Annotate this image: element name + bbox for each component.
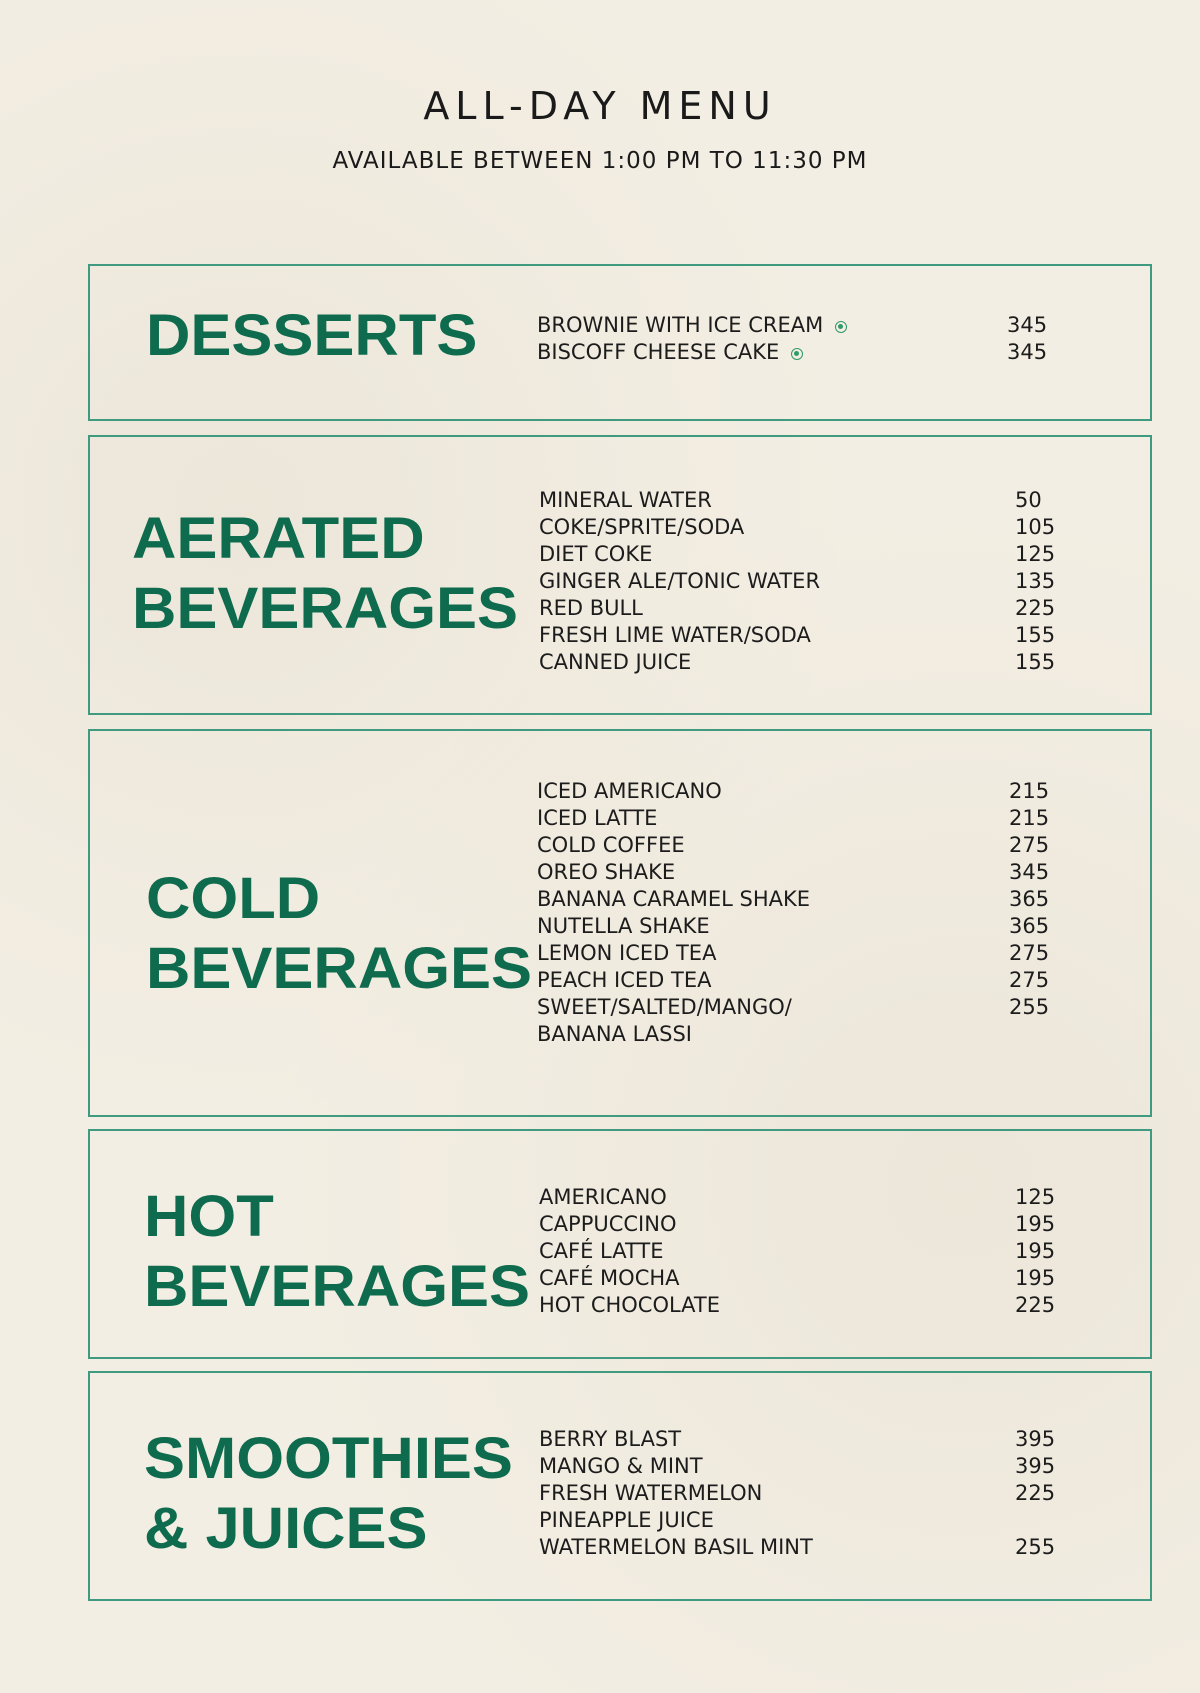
menu-item-price: 395 (1015, 1454, 1056, 1478)
menu-item-name: ICED LATTE (537, 806, 658, 830)
menu-item-name: OREO SHAKE (537, 860, 676, 884)
menu-item (539, 487, 1099, 514)
menu-item (537, 778, 1097, 805)
section-title-line: BEVERAGES (146, 936, 533, 1001)
menu-item (537, 886, 1097, 913)
menu-item-name: LEMON ICED TEA (537, 941, 717, 965)
menu-item-name: GINGER ALE/TONIC WATER (539, 569, 821, 593)
menu-item-price: 195 (1015, 1212, 1056, 1236)
menu-item (537, 1021, 1097, 1048)
section-title (146, 864, 532, 1004)
menu-item-price: 50 (1015, 488, 1042, 512)
menu-item-name: RED BULL (539, 596, 643, 620)
section-smoothies-juices (88, 1371, 1152, 1601)
menu-item (539, 1211, 1099, 1238)
menu-item-name: SWEET/SALTED/MANGO/ (537, 995, 792, 1019)
menu-title: ALL-DAY MENU (423, 84, 777, 128)
menu-item-name: AMERICANO (539, 1185, 667, 1209)
section-title-line: SMOOTHIES (144, 1426, 513, 1491)
menu-item-price: 395 (1015, 1427, 1056, 1451)
menu-item (539, 622, 1099, 649)
menu-item-price: 155 (1015, 650, 1056, 674)
veg-icon (835, 321, 847, 333)
menu-item (537, 312, 1097, 339)
menu-item-name: WATERMELON BASIL MINT (539, 1535, 813, 1559)
menu-availability-subtitle: AVAILABLE BETWEEN 1:00 PM TO 11:30 PM (332, 148, 868, 174)
menu-item (537, 940, 1097, 967)
section-title (132, 504, 518, 644)
menu-item-price: 125 (1015, 1185, 1056, 1209)
menu-item-price: 365 (1009, 887, 1050, 911)
section-title-line: BEVERAGES (132, 576, 519, 641)
menu-item-price: 275 (1009, 833, 1050, 857)
section-title (144, 1424, 513, 1564)
menu-item (539, 568, 1099, 595)
menu-item (537, 339, 1097, 366)
menu-item-name: COKE/SPRITE/SODA (539, 515, 745, 539)
menu-item-name: MANGO & MINT (539, 1454, 703, 1478)
menu-item (539, 649, 1099, 676)
menu-item (539, 1238, 1099, 1265)
menu-item-price: 155 (1015, 623, 1056, 647)
section-desserts (88, 264, 1152, 421)
menu-item-name: CANNED JUICE (539, 650, 692, 674)
menu-item-price: 125 (1015, 542, 1056, 566)
menu-item-price: 195 (1015, 1239, 1056, 1263)
menu-item (537, 967, 1097, 994)
menu-item (539, 1534, 1099, 1561)
menu-item-price: 255 (1015, 1535, 1056, 1559)
menu-item (537, 832, 1097, 859)
menu-item-list (537, 778, 1097, 1048)
menu-item-name: PEACH ICED TEA (537, 968, 712, 992)
menu-item-name: HOT CHOCOLATE (539, 1293, 721, 1317)
menu-item-price: 225 (1015, 1293, 1056, 1317)
menu-item-price: 105 (1015, 515, 1056, 539)
menu-item-price: 195 (1015, 1266, 1056, 1290)
menu-item-price: 275 (1009, 968, 1050, 992)
menu-item (539, 1453, 1099, 1480)
menu-item (539, 1265, 1099, 1292)
menu-item-price: 365 (1009, 914, 1050, 938)
section-title-line: & JUICES (144, 1496, 428, 1561)
menu-item (539, 1426, 1099, 1453)
section-title (144, 1182, 530, 1322)
menu-item-name: CAFÉ LATTE (539, 1239, 664, 1263)
menu-item (539, 514, 1099, 541)
menu-item-list (539, 1184, 1099, 1319)
menu-item-name: BROWNIE WITH ICE CREAM (537, 313, 824, 337)
section-title-line: AERATED (132, 506, 425, 571)
menu-item-price: 345 (1009, 860, 1050, 884)
menu-item (539, 1507, 1099, 1534)
veg-icon (791, 348, 803, 360)
menu-item-price: 225 (1015, 596, 1056, 620)
section-title-line: HOT (144, 1184, 274, 1249)
menu-item-price: 215 (1009, 806, 1050, 830)
menu-item (537, 994, 1097, 1021)
menu-item-price: 135 (1015, 569, 1056, 593)
menu-item (539, 1184, 1099, 1211)
section-title-line: DESSERTS (146, 303, 478, 368)
menu-item-name: BANANA CARAMEL SHAKE (537, 887, 811, 911)
menu-item (539, 595, 1099, 622)
menu-item (539, 1292, 1099, 1319)
menu-item-name: NUTELLA SHAKE (537, 914, 710, 938)
menu-item (539, 541, 1099, 568)
menu-item-name: DIET COKE (539, 542, 653, 566)
section-title-line: COLD (146, 866, 321, 931)
menu-item-name: BANANA LASSI (537, 1022, 692, 1046)
section-title-line: BEVERAGES (144, 1254, 531, 1319)
menu-item-list (537, 312, 1097, 366)
section-aerated-beverages (88, 435, 1152, 715)
menu-item-name: COLD COFFEE (537, 833, 685, 857)
section-hot-beverages (88, 1129, 1152, 1359)
menu-item (537, 913, 1097, 940)
menu-item-price: 225 (1015, 1481, 1056, 1505)
section-cold-beverages (88, 729, 1152, 1117)
menu-item-price: 255 (1009, 995, 1050, 1019)
menu-item (537, 805, 1097, 832)
menu-item-name: CAFÉ MOCHA (539, 1266, 680, 1290)
menu-item-name: ICED AMERICANO (537, 779, 722, 803)
menu-item-price: 345 (1007, 340, 1048, 364)
menu-item-name: BERRY BLAST (539, 1427, 682, 1451)
menu-item-list (539, 1426, 1099, 1561)
menu-item-price: 275 (1009, 941, 1050, 965)
menu-item-name: PINEAPPLE JUICE (539, 1508, 714, 1532)
menu-item-price: 345 (1007, 313, 1048, 337)
menu-item-name: FRESH LIME WATER/SODA (539, 623, 811, 647)
menu-item-name: CAPPUCCINO (539, 1212, 677, 1236)
menu-item (537, 859, 1097, 886)
menu-item-list (539, 487, 1099, 676)
section-title (146, 301, 477, 371)
menu-item-name: FRESH WATERMELON (539, 1481, 763, 1505)
menu-item (539, 1480, 1099, 1507)
menu-item-price: 215 (1009, 779, 1050, 803)
menu-item-name: MINERAL WATER (539, 488, 712, 512)
menu-item-name: BISCOFF CHEESE CAKE (537, 340, 780, 364)
